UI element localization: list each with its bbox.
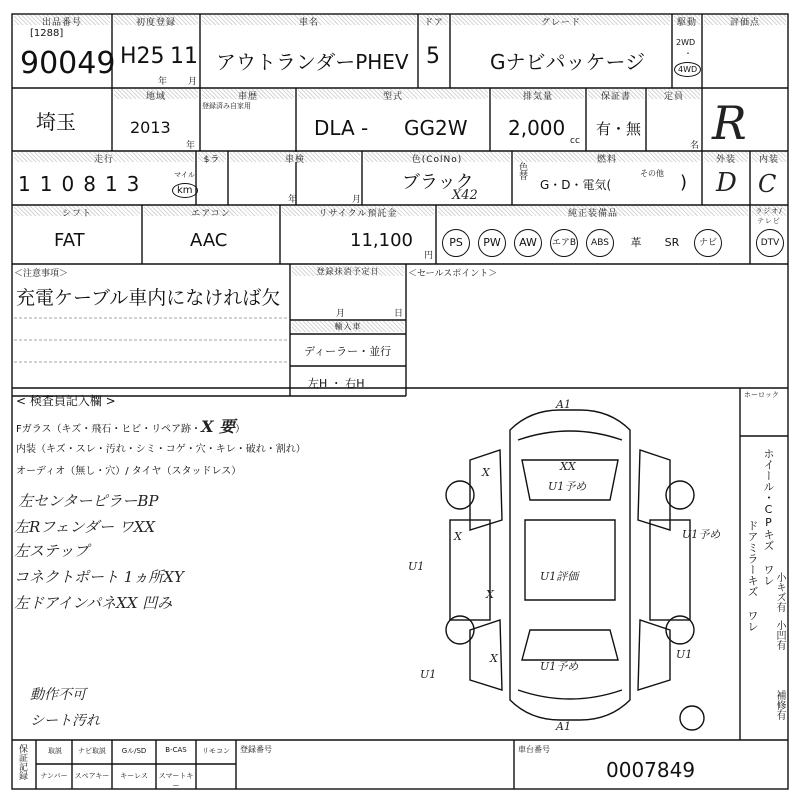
month-unit: 月 [336,309,346,319]
cc-unit: cc [570,136,580,146]
color-change: 色替 [517,162,527,180]
mileage-digits: 110813 [18,172,149,196]
inspection-year-unit: 年 [288,195,298,205]
hw-line-4: コネクトポート 1ヵ所XY [14,568,184,586]
drive-2wd: 2WD [676,38,696,47]
car-diagram [408,398,730,733]
fuel-other: その他 [640,169,664,178]
drive-dot: ・ [684,49,692,58]
footer-top-1: ナビ取説 [78,747,106,755]
footer-top-4: リモコン [202,747,230,755]
label-first-reg: 初度登録 [114,15,198,25]
footer-top-0: 取説 [48,747,62,755]
label-radio-tv: ラジオ/テレビ [752,206,786,216]
unit-year: 年 [158,77,168,87]
color: ブラック [402,172,474,193]
import-label: 輸入車 [292,321,404,332]
reg-no-label: 登録番号 [240,745,272,754]
label-dollar: $ラ [198,152,226,162]
inspection-month-unit: 月 [352,195,362,205]
mile-label: マイル [174,171,195,179]
label-region: 地域 [114,89,198,99]
caution-lines [12,308,290,388]
mark-hood: XX [560,460,576,473]
label-car-name: 車名 [202,15,416,25]
mark-left-rear: U1 [420,668,437,681]
right-text-5: 補修有 [774,690,785,720]
label-grade: グレード [452,15,670,25]
day-unit: 日 [394,309,404,319]
hw-bottom-1: 動作不可 [30,687,86,703]
label-score: 評価点 [704,15,786,25]
label-mileage: 走行 [14,152,194,162]
region: 埼玉 [36,110,76,134]
footer-top-2: Gル/SD [121,747,147,755]
displacement: 2,000 [508,116,566,140]
right-text-1: ホイール・CPキズ ワレ [762,448,775,586]
fuel-text: G・D・電気( [540,178,612,192]
mark-hood-note: U1予め [548,480,587,493]
shift: FAT [54,230,85,251]
history-note: 登録済み自家用 [202,102,251,110]
inspector-interior: 内装（キズ・スレ・汚れ・シミ・コゲ・穴・キレ・破れ・割れ） [16,444,306,455]
grade: Gナビパッケージ [490,50,646,74]
chassis-no: 0007849 [606,758,696,782]
label-equipment: 純正装備品 [438,206,748,216]
label-interior: 内装 [752,152,786,162]
doors: 5 [426,44,440,69]
inspector-fglass: Fガラス（キズ・飛石・ヒビ・リペア跡・X 要） [16,417,246,436]
exterior-grade: D [716,168,737,198]
lot-prefix: [1288] [30,28,64,39]
model-prefix: DLA - [314,116,369,140]
unit-month: 月 [188,77,198,87]
right-label: ホーロック [744,391,779,399]
mark-trunk: U1予め [540,660,579,673]
hw-bottom-2: シート汚れ [30,713,100,729]
hw-line-2: 左Rフェンダー ワXX [14,518,156,536]
hw-line-1: 左センターピラーBP [18,492,159,510]
mark-right-rear: U1 [676,648,693,661]
handle: 左H ・ 右H [308,377,365,390]
mark-right-front: U1予め [682,528,721,541]
fuel-close: ) [680,172,688,193]
hw-line-3: 左ステップ [14,542,89,560]
caution-text: 充電ケーブル車内になければ欠 [16,287,281,309]
model-code: GG2W [404,116,468,140]
drive-4wd: 4WD [674,62,701,77]
mark-rear: A1 [556,720,571,733]
footer-bottom-2: キーレス [120,772,148,780]
equip-ps: PS [442,229,470,257]
label-shift: シフト [14,206,140,216]
equip-airbag: エアB [550,229,578,257]
equipment-list [442,229,722,257]
right-text-4: 小凹有 [774,620,785,650]
color-no: X42 [452,188,478,203]
equip-navi: ナビ [694,229,722,257]
year-unit: 年 [186,141,196,151]
label-drive: 駆動 [674,15,700,25]
lot-number: 90049 [20,46,116,81]
label-color: 色(ColNo) [364,152,510,162]
mark-x-3: X [486,588,494,601]
yen-unit: 円 [424,251,434,261]
equip-sunroof: SR [664,236,680,249]
footer-top-3: B-CAS [165,746,187,754]
score-value: R [712,96,747,150]
footer-left-label: 保証記録 [17,744,27,780]
equip-abs: ABS [586,229,614,257]
equip-dtv: DTV [756,229,784,257]
mark-x-1: X [482,466,490,479]
right-text-2: ドアミラーキズ ワレ [746,520,759,632]
footer-bottom-0: ナンバー [40,772,68,780]
mark-front: A1 [556,398,571,411]
mark-left-side: U1 [408,560,425,573]
label-fuel: 燃料 [514,152,700,162]
label-aircon: エアコン [144,206,278,216]
mark-x-4: X [490,652,498,665]
footer-bottom-3: スマートキー [158,772,194,790]
label-inspection: 車検 [230,152,360,162]
equip-leather: 革 [630,236,642,249]
aircon: AAC [190,230,228,251]
import-dealer: ディーラー・並行 [304,345,392,358]
sales-point-label: ＜セールスポイント＞ [408,269,498,279]
warranty: 有・無 [596,120,642,138]
recycle-fee: 11,100 [350,230,413,251]
label-recycle: リサイクル預託金 [282,206,434,216]
car-name: アウトランダーPHEV [216,50,409,74]
inspector-title: < 検査員記入欄 > [16,394,116,408]
label-history: 車歴 [202,89,294,99]
mark-x-2: X [454,530,462,543]
right-text-3: 小キズ有 [774,572,785,612]
caution-label: ＜注意事項＞ [14,269,69,279]
label-displacement: 排気量 [492,89,584,99]
year-western: 2013 [130,118,171,137]
interior-grade: C [758,170,777,198]
equip-aw: AW [514,229,542,257]
label-lot: 出品番号 [14,15,110,25]
hw-line-5: 左ドアインパネXX 凹み [14,594,173,612]
label-doors: ドア [420,15,448,25]
label-model: 型式 [298,89,488,99]
km-label: km [172,183,198,198]
chassis-label: 車台番号 [518,745,550,754]
footer-bottom-1: スペアキー [74,772,110,780]
inspector-audio: オーディオ（無し・穴）/ タイヤ（スタッドレス） [16,466,242,477]
label-warranty: 保証書 [588,89,644,99]
reg-label: 登録抹消予定日 [292,266,404,276]
radio-tv-wrap [756,229,784,257]
mark-roof: U1評価 [540,570,579,583]
label-capacity: 定員 [648,89,700,99]
first-reg-month: 11 [170,44,198,69]
first-reg-era: H25 [120,44,165,69]
equip-pw: PW [478,229,506,257]
capacity-unit: 名 [690,141,700,151]
label-exterior: 外装 [704,152,748,162]
